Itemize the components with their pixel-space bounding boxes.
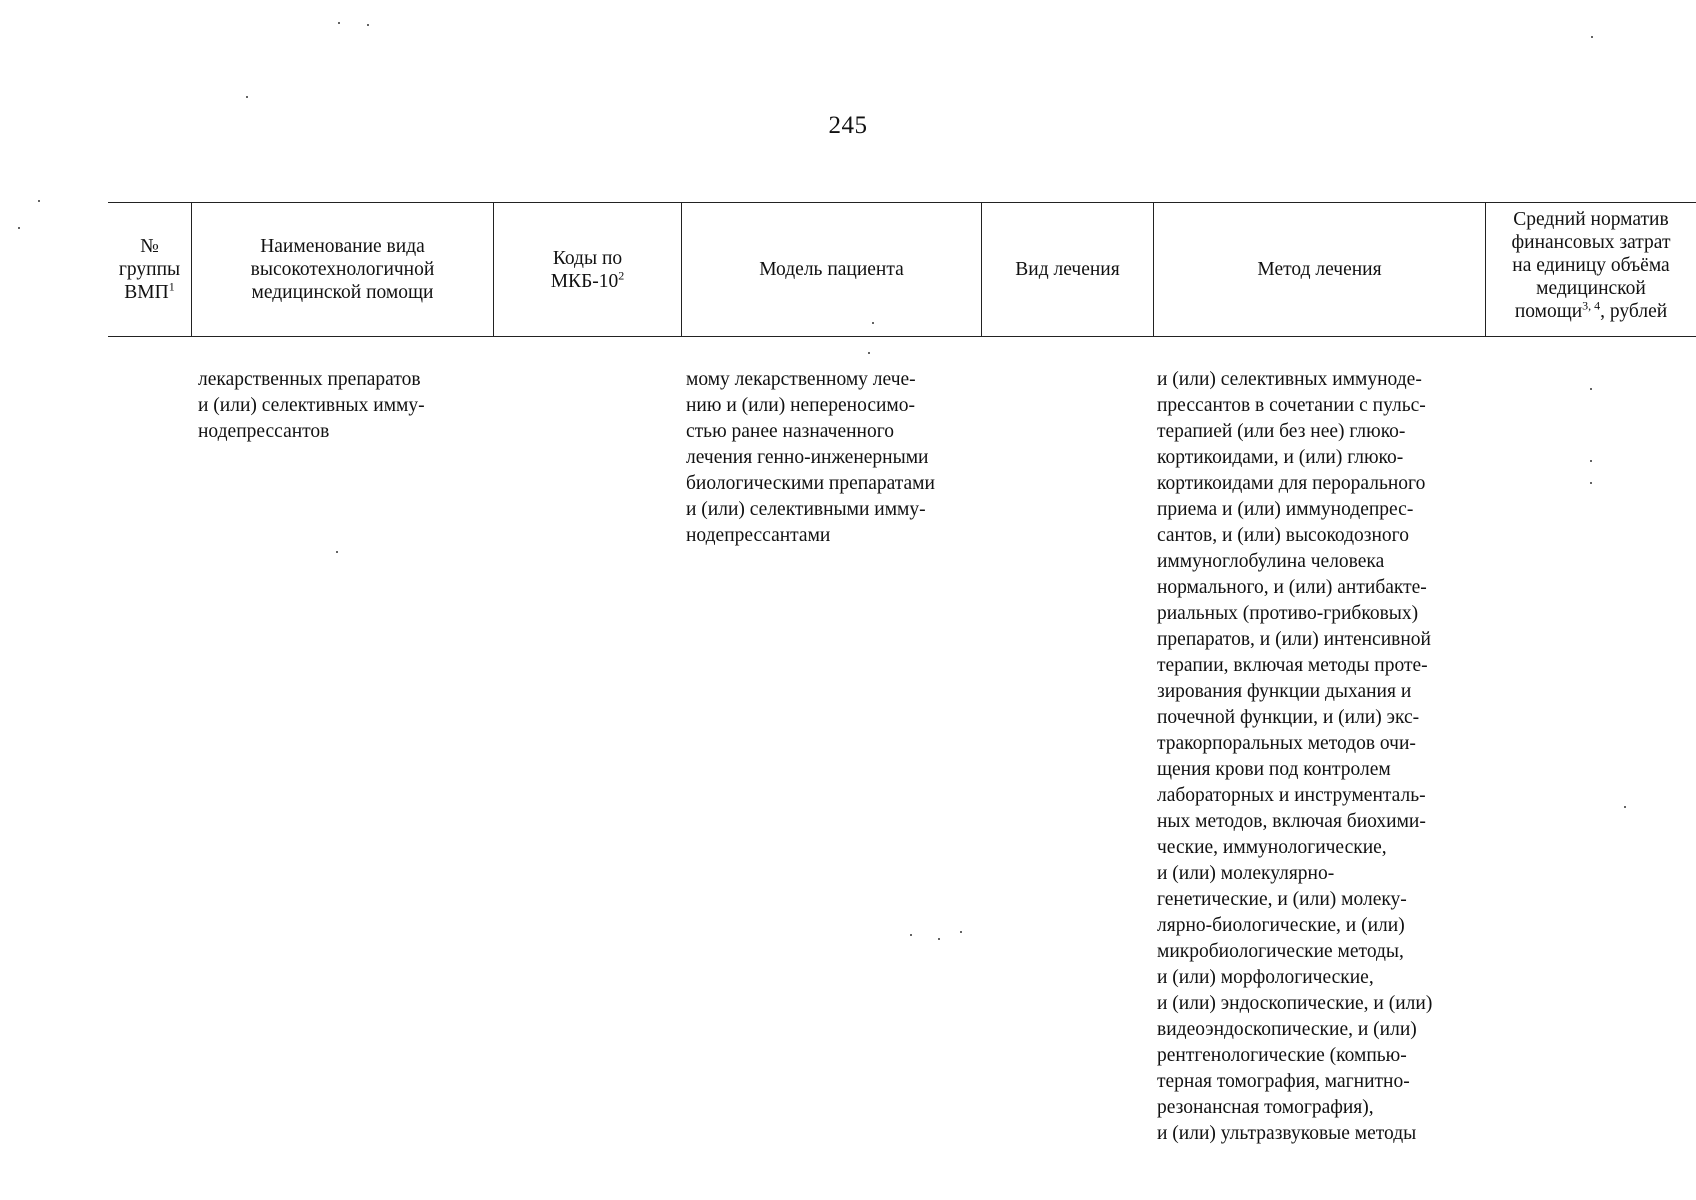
- scan-speck: [246, 96, 248, 98]
- scan-speck: [338, 22, 340, 24]
- header-care-type-name: Наименование вида высокотехнологичной медицинской помощи: [192, 203, 494, 336]
- scan-speck: [1624, 806, 1626, 808]
- scan-speck: [336, 551, 338, 553]
- medical-care-table: [108, 202, 1696, 1144]
- cell-patient-model: мому лекарственному лече- нию и (или) непереносимо- стью ранее назначенного лечения генно-инженерными биологическими препаратами и (или) селективными имму- нодепрессантами: [686, 369, 935, 546]
- scan-speck: [18, 227, 20, 229]
- cell-treatment-method: и (или) селективных иммуноде- прессантов в сочетании с пульс- терапией (или без нее) глюко- кортикоидами, и (или) глюко- кортикоидами для перорального приема и (или) иммунодепрес- сантов, и (или) высокодозного иммуноглобулина человека нормального, и (или) антибакте- риальных (противо-грибковых) препаратов, и (или) интенсивной терапии, включая методы проте- зирования функции дыхания и почечной функции, и (или) экс- тракорпоральных методов очи- щения крови под контролем лабораторных и инструменталь- ных методов, включая биохими- ческие, иммунологические, и (или) молекулярно- генетические, и (или) молеку- лярно-биологические, и (или) микробиологические методы, и (или) морфологические, и (или) эндоскопические, и (или) видеоэндоскопические, и (или) рентгенологические (компью- терная томография, магнитно- резонансная томография), и (или) ультразвуковые методы: [1157, 369, 1433, 1144]
- header-treatment-type: Вид лечения: [982, 203, 1154, 336]
- scan-speck: [1590, 482, 1592, 484]
- scan-speck: [1590, 460, 1592, 462]
- header-patient-model: Модель пациента: [682, 203, 982, 336]
- header-cost-standard: Средний норматив финансовых затрат на единицу объёма медицинской помощи$^{3, 4}$, рублей: [1511, 209, 1671, 322]
- scan-speck: [1591, 36, 1593, 38]
- scan-speck: [868, 352, 870, 354]
- scan-speck: [1590, 388, 1592, 390]
- header-icd10-codes: Коды по МКБ-$10^2$: [494, 203, 682, 336]
- scan-speck: [960, 931, 962, 933]
- cell-care-type-name: лекарственных препаратов и (или) селективных имму- нодепрессантов: [198, 369, 425, 442]
- header-group-number: № группы ВМП$^1$: [108, 203, 192, 336]
- scan-speck: [910, 934, 912, 936]
- header-treatment-method: Метод лечения: [1154, 203, 1486, 336]
- scan-speck: [38, 200, 40, 202]
- table-header-row: [108, 202, 1696, 337]
- scan-speck: [367, 24, 369, 26]
- page-number: 245: [828, 112, 868, 139]
- scan-speck: [938, 938, 940, 940]
